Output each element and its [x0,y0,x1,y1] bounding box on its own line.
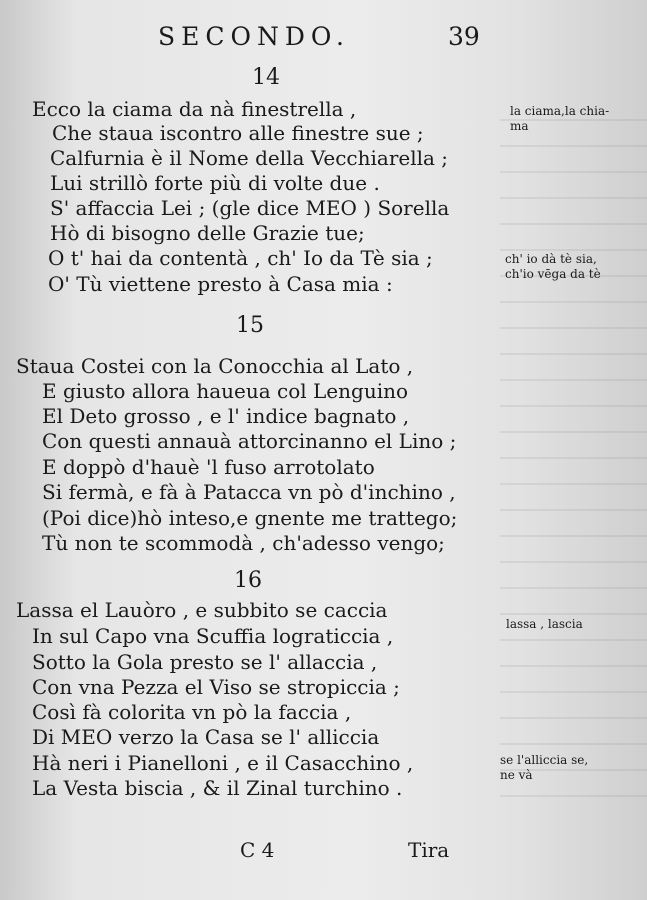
verse-line: La Vesta biscia , & il Zinal turchino . [32,776,403,800]
verse-line: Lui strillò forte più di volte due . [50,171,380,195]
stanza-number: 14 [252,65,280,90]
bleed-through-text [500,95,647,815]
verse-line: Sotto la Gola presto se l' allaccia , [32,650,378,674]
verse-line: In sul Capo vna Scuffia lograticcia , [32,624,394,648]
verse-line: Hà neri i Pianelloni , e il Casacchino , [32,751,414,775]
marginal-gloss: la ciama,la chia- ma [510,104,610,133]
running-title: SECONDO. [158,22,350,51]
verse-line: Con vna Pezza el Viso se stropiccia ; [32,675,400,699]
verse-line: S' affaccia Lei ; (gle dice MEO ) Sorella [50,196,450,220]
verse-line: Con questi annauà attorcinanno el Lino ; [42,429,457,453]
verse-line: El Deto grosso , e l' indice bagnato , [42,404,410,428]
stanza-number: 16 [234,568,262,593]
verse-line: Si fermà, e fà à Patacca vn pò d'inchino , [42,480,456,504]
verse-line: Che staua iscontro alle finestre sue ; [52,121,424,145]
page-header [0,22,647,56]
marginal-gloss: ch' io dà tè sia, ch'io vēga da tè [505,252,601,281]
page-number: 39 [448,22,480,51]
verse-line: O t' hai da contentà , ch' Io da Tè sia ; [48,246,433,270]
verse-line: Staua Costei con la Conocchia al Lato , [16,354,414,378]
marginal-gloss: se l'alliccia se, ne và [500,753,589,782]
verse-line: Calfurnia è il Nome della Vecchiarella ; [50,146,449,170]
signature-mark: C 4 [240,838,275,862]
verse-line: O' Tù viettene presto à Casa mia : [48,272,393,296]
verse-line: Di MEO verzo la Casa se l' alliccia [32,725,380,749]
verse-line: Lassa el Lauòro , e subbito se caccia [16,598,388,622]
verse-line: Tù non te scommodà , ch'adesso vengo; [42,531,445,555]
verse-line: Così fà colorita vn pò la faccia , [32,700,352,724]
verse-line: Ecco la ciama da nà finestrella , [32,97,357,121]
verse-line: (Poi dice)hò inteso,e gnente me trattego; [42,506,458,530]
marginal-gloss: lassa , lascia [506,617,583,631]
catchword: Tira [408,838,450,862]
verse-line: Hò di bisogno delle Grazie tue; [50,221,365,245]
stanza-number: 15 [236,313,264,338]
verse-line: E giusto allora haueua col Lenguino [42,379,409,403]
verse-line: E doppò d'hauè 'l fuso arrotolato [42,455,375,479]
